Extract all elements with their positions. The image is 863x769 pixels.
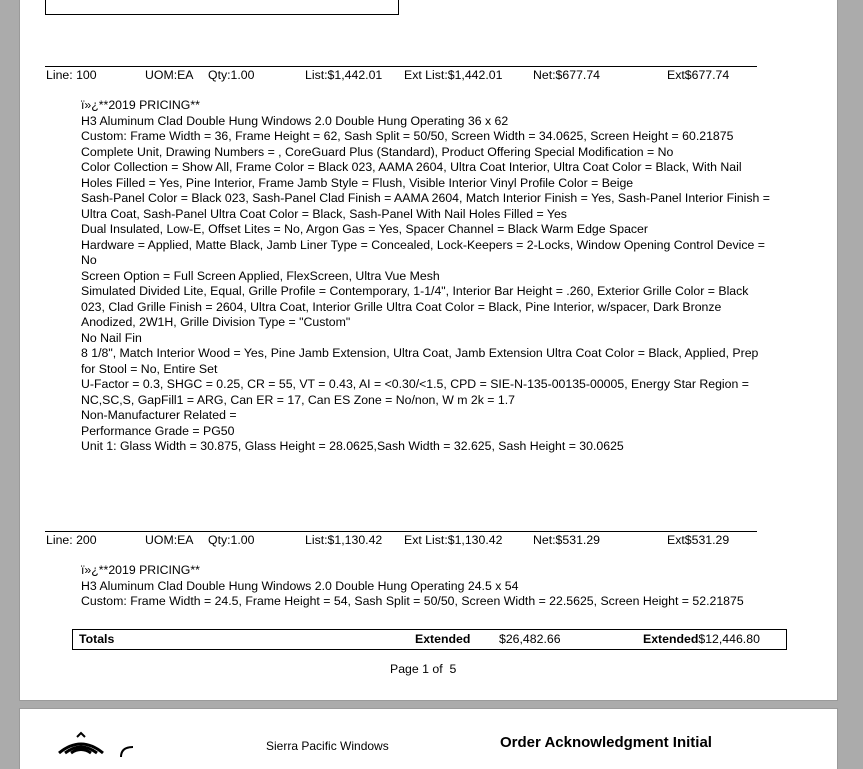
ext-price: Ext$677.74 — [667, 68, 730, 82]
ext-list-price: Ext List:$1,130.42 — [404, 533, 503, 547]
description-line: U-Factor = 0.3, SHGC = 0.25, CR = 55, VT = 0.43, AI = <0.30/<1.5, CPD = SIE-N-135-00135-00005, Energy Star Region = NC,SC,S, GapFill1 = ARG, Can ER = 17, Can ES Zone = No/non, W m 2k = 1.7 — [81, 377, 749, 407]
ext-list-price: Ext List:$1,442.01 — [404, 68, 503, 82]
description-line: Sash-Panel Color = Black 023, Sash-Panel Clad Finish = AAMA 2604, Match Interior Finish = Yes, Sash-Panel Interior Finish = Ultra Coat, Sash-Panel Ultra Coat Color = Black, Sash-Panel With Nail Holes Filled = Yes — [81, 191, 770, 221]
line-number: Line: 200 — [46, 533, 97, 547]
line-separator — [45, 531, 757, 532]
description-line: Custom: Frame Width = 24.5, Frame Height = 54, Sash Split = 50/50, Screen Width = 22.5625, Screen Height = 52.21875 — [81, 594, 744, 608]
document-page-2 — [20, 709, 837, 769]
uom: UOM:EA — [145, 68, 194, 82]
line-separator — [45, 66, 757, 67]
company-logo — [55, 731, 135, 762]
ext-price: Ext$531.29 — [667, 533, 730, 547]
line-description — [81, 98, 771, 455]
description-line: Color Collection = Show All, Frame Color = Black 023, AAMA 2604, Ultra Coat Interior, Ultra Coat Color = Black, With Nail Holes Filled = Yes, Pine Interior, Frame Jamb Style = Flush, Visible Interior Vinyl Profile Color = Beige — [81, 160, 742, 190]
net-price: Net:$531.29 — [533, 533, 601, 547]
totals-row — [72, 629, 787, 650]
net-price: Net:$677.74 — [533, 68, 601, 82]
description-line: Non-Manufacturer Related = — [81, 408, 237, 422]
extended-value: $26,482.66 — [499, 632, 561, 646]
line-item-header — [46, 533, 766, 547]
line-number: Line: 100 — [46, 68, 97, 82]
document-page-1 — [20, 0, 837, 700]
description-line: Dual Insulated, Low-E, Offset Lites = No, Argon Gas = Yes, Spacer Channel = Black Warm Edge Spacer — [81, 222, 648, 236]
extended-value: $12,446.80 — [698, 632, 760, 646]
list-price: List:$1,442.01 — [305, 68, 383, 82]
qty: Qty:1.00 — [208, 533, 255, 547]
qty: Qty:1.00 — [208, 68, 255, 82]
extended-label: Extended — [415, 632, 471, 646]
line-description — [81, 563, 771, 610]
description-line: H3 Aluminum Clad Double Hung Windows 2.0 Double Hung Operating 36 x 62 — [81, 113, 509, 128]
company-name: Sierra Pacific Windows — [266, 739, 389, 753]
description-line: ï»¿**2019 PRICING** — [81, 98, 200, 112]
description-line: Complete Unit, Drawing Numbers = , CoreGuard Plus (Standard), Product Offering Special Modification = No — [81, 144, 674, 159]
document-title: Order Acknowledgment Initial — [500, 734, 712, 751]
description-line: Hardware = Applied, Matte Black, Jamb Liner Type = Concealed, Lock-Keepers = 2-Locks, Window Opening Control Device = No — [81, 237, 765, 267]
uom: UOM:EA — [145, 533, 194, 547]
page-indicator: Page 1 of 5 — [390, 662, 457, 676]
list-price: List:$1,130.42 — [305, 533, 383, 547]
description-line: ï»¿**2019 PRICING** — [81, 563, 200, 577]
description-line: Custom: Frame Width = 36, Frame Height = 62, Sash Split = 50/50, Screen Width = 34.0625, Screen Height = 60.21875 — [81, 129, 734, 143]
description-line: H3 Aluminum Clad Double Hung Windows 2.0 Double Hung Operating 24.5 x 54 — [81, 578, 519, 593]
line-item-header — [46, 68, 766, 82]
description-line: Screen Option = Full Screen Applied, FlexScreen, Ultra Vue Mesh — [81, 268, 440, 283]
totals-label: Totals — [79, 632, 115, 646]
description-line: Performance Grade = PG50 — [81, 423, 235, 438]
description-line: No Nail Fin — [81, 330, 142, 345]
header-box — [45, 0, 399, 15]
description-line: 8 1/8", Match Interior Wood = Yes, Pine Jamb Extension, Ultra Coat, Jamb Extension Ultra Coat Color = Black, Applied, Prep for Stool = No, Entire Set — [81, 346, 759, 376]
extended-label: Extended — [643, 632, 699, 646]
description-line: Unit 1: Glass Width = 30.875, Glass Height = 28.0625,Sash Width = 32.625, Sash Height = 30.0625 — [81, 439, 624, 453]
description-line: Simulated Divided Lite, Equal, Grille Profile = Contemporary, 1-1/4", Interior Bar Height = .260, Exterior Grille Color = Black 023, Clad Grille Finish = 2604, Ultra Coat, Interior Grille Ultra Coat Color = Black, Pine Interior, w/spacer, Dark Bronze Anodized, 2W1H, Grille Division Type = "Custom" — [81, 284, 749, 329]
